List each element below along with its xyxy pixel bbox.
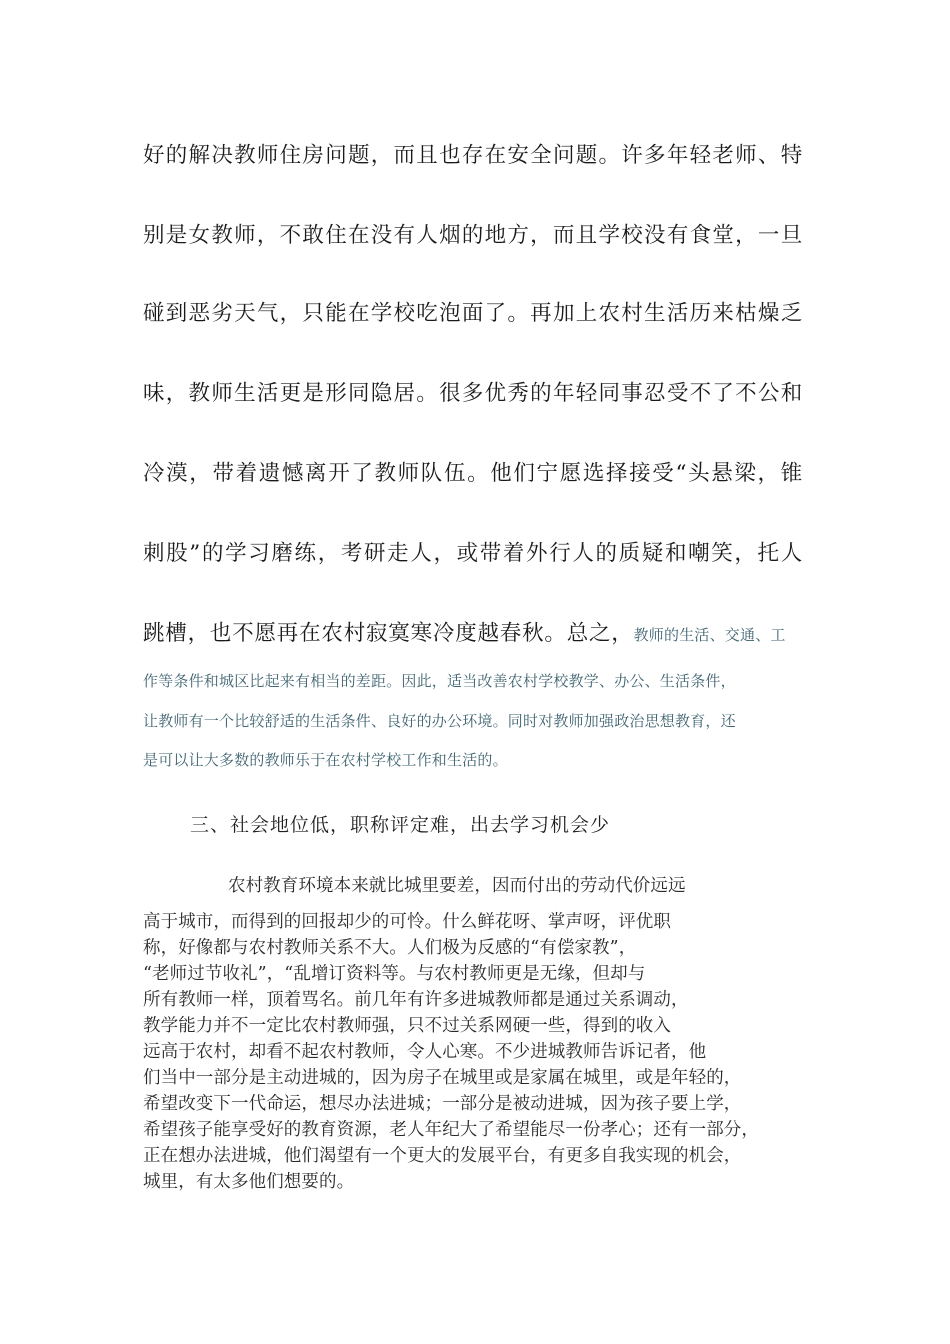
paragraph-line: 称，好像都与农村教师关系不大。人们极为反感的“有偿家教”， bbox=[143, 938, 637, 958]
paragraph-line: “老师过节收礼”，“乱增订资料等。与农村教师更是无缘，但却与 bbox=[143, 964, 646, 984]
paragraph-line: 希望孩子能享受好的教育资源，老人年纪大了希望能尽一份孝心；还有一部分， bbox=[143, 1120, 759, 1140]
paragraph-line: 别是女教师，不敢住在没有人烟的地方，而且学校没有食堂，一旦 bbox=[143, 223, 803, 248]
paragraph-line: 所有教师一样，顶着骂名。前几年有许多进城教师都是通过关系调动， bbox=[143, 990, 689, 1010]
paragraph-line: 正在想办法进城，他们渴望有一个更大的发展平台，有更多自我实现的机会， bbox=[143, 1146, 742, 1166]
paragraph-line-mixed bbox=[143, 616, 803, 647]
paragraph-line: 味，教师生活更是形同隐居。很多优秀的年轻同事忍受不了不公和 bbox=[143, 381, 803, 406]
paragraph-text-small: 教师的生活、交通、工 bbox=[633, 626, 786, 644]
paragraph-line: 希望改变下一代命运，想尽办法进城；一部分是被动进城，因为孩子要上学， bbox=[143, 1094, 742, 1114]
section-heading: 三、社会地位低，职称评定难，出去学习机会少 bbox=[190, 814, 611, 836]
paragraph-line: 城里，有太多他们想要的。 bbox=[143, 1172, 355, 1192]
paragraph-line: 教学能力并不一定比农村教师强，只不过关系网硬一些，得到的收入 bbox=[143, 1016, 671, 1036]
paragraph-first-line: 农村教育环境本来就比城里要差，因而付出的劳动代价远远 bbox=[228, 876, 686, 896]
paragraph-line: 远高于农村，却看不起农村教师，令人心寒。不少进城教师告诉记者，他 bbox=[143, 1042, 707, 1062]
paragraph-line: 好的解决教师住房问题，而且也存在安全问题。许多年轻老师、特 bbox=[143, 143, 803, 168]
paragraph-line: 刺股”的学习磨练，考研走人，或带着外行人的质疑和嘲笑，托人 bbox=[143, 541, 803, 566]
paragraph-line: 让教师有一个比较舒适的生活条件、良好的办公环境。同时对教师加强政治思想教育，还 bbox=[143, 712, 736, 730]
paragraph-line: 冷漠，带着遗憾离开了教师队伍。他们宁愿选择接受“头悬梁，锥 bbox=[143, 461, 803, 486]
paragraph-text: 跳槽，也不愿再在农村寂寞寒冷度越春秋。总之， bbox=[143, 621, 634, 646]
paragraph-line: 作等条件和城区比起来有相当的差距。因此，适当改善农村学校教学、办公、生活条件， bbox=[143, 672, 736, 690]
paragraph-line: 高于城市，而得到的回报却少的可怜。什么鲜花呀、掌声呀，评优职 bbox=[143, 912, 671, 932]
paragraph-line: 们当中一部分是主动进城的，因为房子在城里或是家属在城里，或是年轻的， bbox=[143, 1068, 742, 1088]
paragraph-line: 是可以让大多数的教师乐于在农村学校工作和生活的。 bbox=[143, 751, 508, 769]
paragraph-line: 碰到恶劣天气，只能在学校吃泡面了。再加上农村生活历来枯燥乏 bbox=[143, 301, 803, 326]
